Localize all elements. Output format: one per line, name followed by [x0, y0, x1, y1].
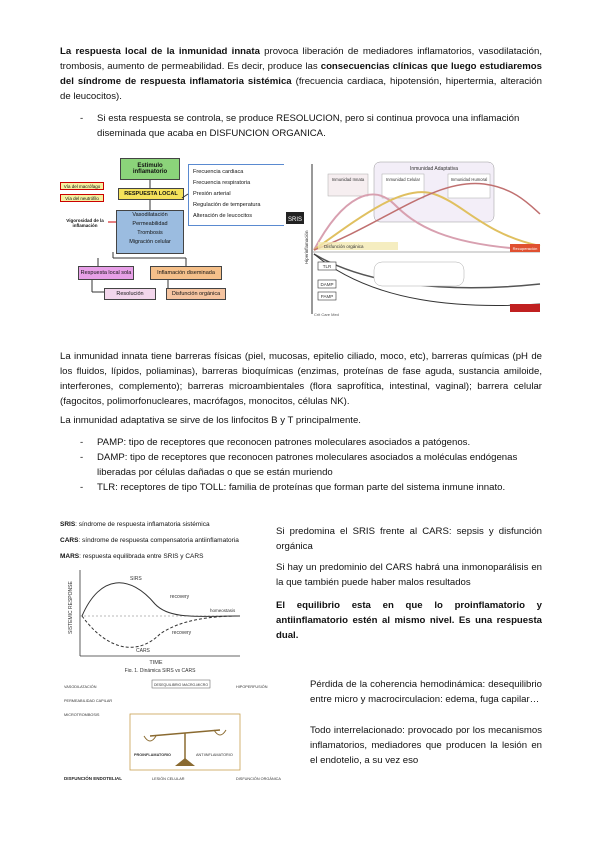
cars-definition: CARS: síndrome de respuesta compensatoria antiinflamatoria	[60, 537, 239, 544]
recovery-top-label: recovery	[170, 594, 190, 600]
sirs-cars-figure	[60, 520, 270, 672]
intro-bold-2: consecuencias clínicas que luego estudiaremos del síndrome de respuesta inflamatoria sistémica	[60, 61, 542, 87]
resolution-box: Resolución	[104, 288, 156, 300]
endothelium-diagram	[60, 676, 300, 806]
bullet-pamp-text: PAMP: tipo de receptores que reconocen patrones moleculares asociados a patógenos.	[97, 437, 471, 448]
sris-definition: SRIS: síndrome de respuesta inflamatoria sistémica	[60, 521, 210, 528]
organ-dysfunction-box: Disfunción orgánica	[166, 288, 226, 300]
cars-curve-label: CARS	[136, 648, 150, 654]
sirs-curve-label: SIRS	[130, 576, 142, 582]
cars-predominance-text: Si hay un predominio del CARS habrá una inmonoparálisis en la que también puede haber malos resultados	[276, 562, 542, 588]
hypoperfusion-label: HIPOPERFUSIÓN	[236, 685, 268, 689]
adaptive-paragraph: La inmunidad adaptativa se sirve de los linfocitos B y T principalmente.	[60, 415, 361, 426]
bullet-tlr-text: TLR: receptores de tipo TOLL: familia de proteínas que forman parte del sistema inmune innato.	[97, 482, 506, 493]
vasodilation-label: VASODILATACIÓN	[64, 685, 97, 689]
bullet-pamp	[80, 435, 542, 450]
figure-caption: Fig. 1. Dinámica SIRS vs CARS	[124, 668, 196, 672]
tlr-label: TLR	[322, 264, 332, 269]
stimulus-box: Estimulo inflamatorio	[120, 158, 180, 180]
hemodynamic-coherence-text: Pérdida de la coherencia hemodinámica: desequilibrio entre micro y macrocirculacion: edema, fuga capilar…	[310, 679, 542, 705]
axis-label: Hiperinflamación	[304, 230, 309, 264]
adaptive-label: Inmunidad Adaptativa	[409, 166, 459, 172]
bullet-dash: -	[80, 437, 84, 448]
intro-text-2: (frecuencia cardiaca, hipotensión, hipertermia, alteración de leucocitos).	[60, 76, 542, 102]
innate-barriers-paragraph: La inmunidad innata tiene barreras físicas (piel, mucosas, epitelio ciliado, moco, etc), barreras químicas (pH de los fluidos, lípidos, poliaminas), barreras bioquímicas (enzimas, proteínas de fase aguda, sustancia amiloide, interferones, complemento); barreras microambientales (flora saprofítica, intestinal, vaginal); barrera celular (fagocitos, polimorfonucleares, macrófagos, monocitos, células NK).	[60, 351, 542, 407]
neutrophil-label: Vía del neutrófilo	[60, 194, 104, 202]
organ-dysfunction-label-2: DISFUNCIÓN ORGÁNICA	[236, 777, 281, 781]
equilibrium-text: El equilibrio esta en que lo proinflamatorio y antiinflamatorio estén al mismo nivel. Es una respuesta dual.	[276, 600, 542, 641]
cell-injury-label: LESIÓN CELULAR	[152, 777, 185, 781]
intro-bold-1: La respuesta local de la inmunidad innata	[60, 46, 260, 57]
bullet-dash: -	[80, 482, 84, 493]
bullet-damp-text: DAMP: tipo de receptores que reconocen patrones moleculares asociados a moléculas endógenas liberadas por células dañadas o que se están muriendo	[97, 452, 518, 478]
bullet-dash: -	[80, 452, 84, 463]
inflammation-flowchart	[58, 158, 298, 318]
y-axis-label: SISTEMIC RESPONSE	[68, 581, 74, 634]
organ-dysfunction-label: Disfunción orgánica	[324, 244, 364, 249]
sirs-cars-chart	[60, 564, 270, 672]
pamp-label: PAMP	[320, 294, 334, 299]
center-box: Vasodilatación Permeabilidad Trombosis Migración celular	[116, 210, 184, 254]
bullet-tlr	[80, 480, 542, 495]
antiinflammatory-label: ANTIINFLAMATORIO	[196, 753, 233, 757]
bullet-resolution-text: Si esta respuesta se controla, se produce RESOLUCION, pero si continua provoca una inflamación diseminada que acaba en DISFUNCION ORGANICA.	[97, 113, 520, 139]
disseminated-box: Inflamación diseminada	[150, 266, 222, 280]
reference-label: Crit Care Med	[314, 312, 339, 317]
damp-label: DAMP	[320, 282, 334, 287]
local-only-box: Respuesta local sola	[78, 266, 134, 280]
intro-paragraph	[60, 44, 542, 104]
intro-text-1: provoca liberación de mediadores inflamatorios, vasodilatación, trombosis, aumento de permeabilidad. Es decir, produce las	[60, 46, 542, 72]
macrophage-label: Vía del macrófago	[60, 182, 104, 190]
clinical-list: Frecuencia cardiaca Frecuencia respiratoria Presión arterial Regulación de temperatura Alteración de leucocitos	[188, 164, 298, 226]
sris-dynamics-figure	[284, 154, 542, 318]
sris-dynamics-svg	[284, 154, 542, 318]
bullet-resolution	[80, 111, 542, 141]
endothelium-svg	[60, 676, 300, 806]
microthrombosis-label: MICROTROMBOSIS	[64, 713, 100, 717]
recovery-label: Recuperación	[512, 246, 538, 251]
sris-label: SRIS	[287, 217, 303, 223]
interrelated-text: Todo interrelacionado: provocado por los mecanismos inflamatorios, mediadores que producen la lesión en el endotelio, a su vez eso	[310, 725, 542, 766]
bullet-dash: -	[80, 113, 84, 124]
time-label: TIME	[149, 660, 163, 666]
mars-definition: MARS: respuesta equilibrada entre SRIS y CARS	[60, 553, 204, 560]
local-response-box: RESPUESTA LOCAL	[118, 188, 184, 200]
macro-micro-label: DESEQUILIBRIO MACRO-MICRO	[154, 683, 209, 687]
humoral-label: Inmunidad Humoral	[450, 177, 488, 182]
bullet-damp	[80, 450, 542, 480]
cellular-label: Inmunidad Celular	[386, 177, 420, 182]
endothelial-dysfunction-label: DISFUNCIÓN ENDOTELIAL	[64, 776, 122, 781]
sris-predominance-text: Si predomina el SRIS frente al CARS: sepsis y disfunción orgánica	[276, 526, 542, 552]
recovery-bottom-label: recovery	[172, 630, 192, 636]
homeostasis-label: homeostasis	[210, 608, 236, 613]
permeability-label: PERMEABILIDAD CAPILAR	[64, 699, 113, 703]
vigor-label: Vigorosidad de la inflamación	[66, 218, 104, 228]
innate-label: Inmunidad Innata	[331, 177, 365, 182]
proinflammatory-label: PROINFLAMATORIO	[134, 753, 171, 757]
